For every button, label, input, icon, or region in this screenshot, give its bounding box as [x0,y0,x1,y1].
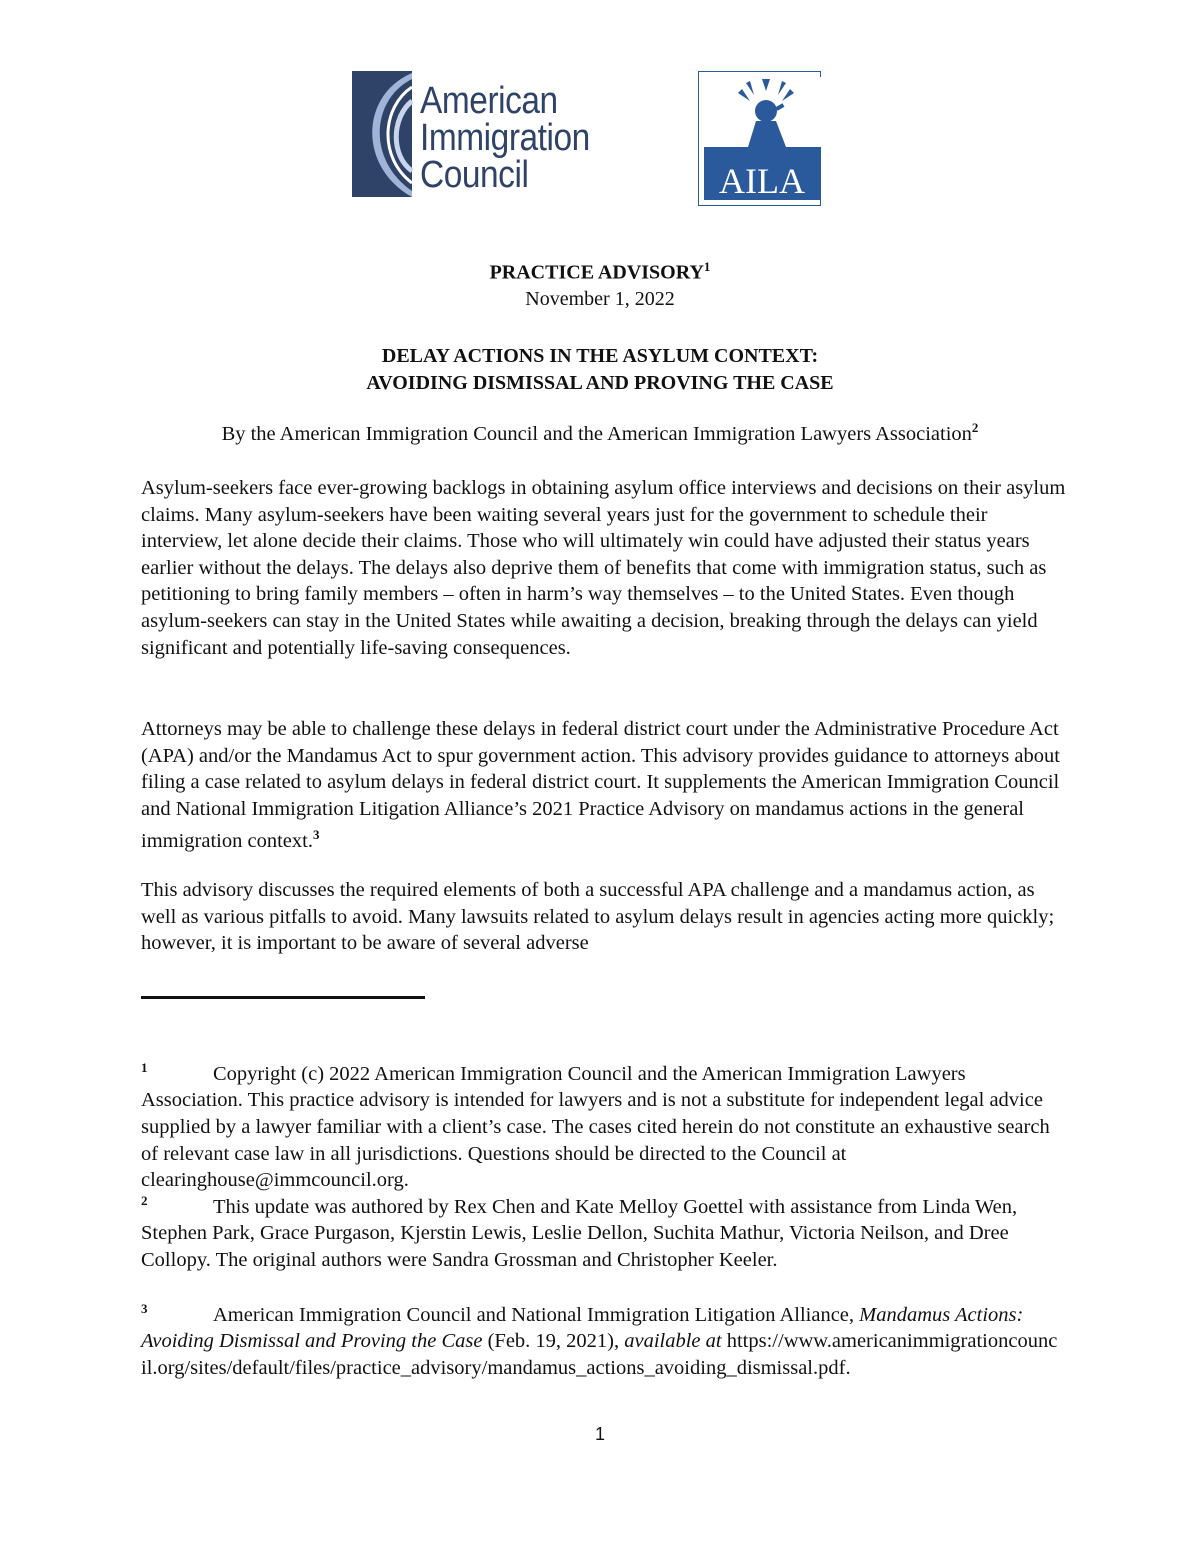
byline [0,420,1200,446]
cited-title: Mandamus Actions: Avoiding Dismissal and Proving the Case [141,1303,1024,1353]
byline-text: By the American Immigration Council and the American Immigration Lawyers Association [221,422,972,445]
footnote-ref: 2 [971,420,979,435]
footnote-link[interactable]: https://www.americanimmigrationcouncil.org/sites/default/files/practice_advisory/mandamus_actions_avoiding_dismissal.pdf. [141,1330,1058,1380]
body-paragraph: This advisory discusses the required elements of both a successful APA challenge and a mandamus action, as well as various pitfalls to avoid. Many lawsuits related to asylum delays result in agencies acting more quickly; however, it is important to be aware of several adverse [141,879,1055,955]
title-text: PRACTICE ADVISORY [489,261,704,284]
aic-logo-line: Council [420,154,529,196]
page-number: 1 [594,1424,605,1444]
document-title [0,259,1200,285]
aila-logo-text: AILA [719,161,805,201]
footnote-text: American Immigration Council and National Immigration Litigation Alliance, [213,1303,855,1326]
aic-logo-line: Immigration [420,117,590,159]
logo-banner [0,0,1200,230]
footnote-text: Copyright (c) 2022 American Immigration Council and the American Immigration Lawyers Association. This practice advisory is intended for lawyers and is not a substitute for independent legal advice supplied by a lawyer familiar with a client’s case. The cases cited herein do not constitute an exhaustive search of relevant case law in all jurisdictions. Questions should be directed to the Council at clearinghouse@immcouncil.org. [141,1062,1050,1192]
body-paragraph [141,716,1066,855]
footnote-number: 1 [141,1060,148,1075]
footnote [141,1055,1061,1194]
document-date: November 1, 2022 [525,288,675,310]
footnote-number: 3 [141,1301,148,1316]
footnote [141,1188,1061,1274]
aic-logo-wordmark [420,80,590,196]
heading-line: AVOIDING DISMISSAL AND PROVING THE CASE [366,372,834,394]
footnote-number: 2 [141,1193,148,1208]
document-heading [0,343,1200,397]
paragraph-text: Attorneys may be able to challenge these delays in federal district court under the Administrative Procedure Act (APA) and/or the Mandamus Act to spur government action. This advisory provides guidance to attorneys about filing a case related to asylum delays in federal district court. It supplements the American Immigration Council and National Immigration Litigation Alliance’s 2021 Practice Advisory on mandamus actions in the general immigration context. [141,718,1060,853]
footnote-divider [141,996,425,999]
aila-logo [698,71,821,206]
footnote-text: (Feb. 19, 2021), [482,1330,625,1353]
footnote [141,1296,1061,1382]
footnote-ref: 3 [312,827,320,843]
body-paragraph: Asylum-seekers face ever-growing backlogs in obtaining asylum office interviews and decisions on their asylum claims. Many asylum-seekers have been waiting several years just for the government to schedule their interview, let alone decide their claims. Those who will ultimately win could have adjusted their status years earlier without the delays. The delays also deprive them of benefits that come with immigration status, such as petitioning to bring family members – often in harm’s way themselves – to the United States. Even though asylum-seekers can stay in the United States while awaiting a decision, breaking through the delays can yield significant and potentially life-saving consequences. [141,477,1066,659]
footnote-ref: 1 [703,259,711,274]
aic-logo-line: American [420,80,558,122]
footnote-text: This update was authored by Rex Chen and Kate Melloy Goettel with assistance from Linda Wen, Stephen Park, Grace Purgason, Kjerstin Lewis, Leslie Dellon, Suchita Mathur, Victoria Neilson, and Dree Collopy. The original authors were Sandra Grossman and Christopher Keeler. [141,1195,1018,1272]
heading-line: DELAY ACTIONS IN THE ASYLUM CONTEXT: [381,345,819,367]
available-at: available at [624,1330,722,1353]
